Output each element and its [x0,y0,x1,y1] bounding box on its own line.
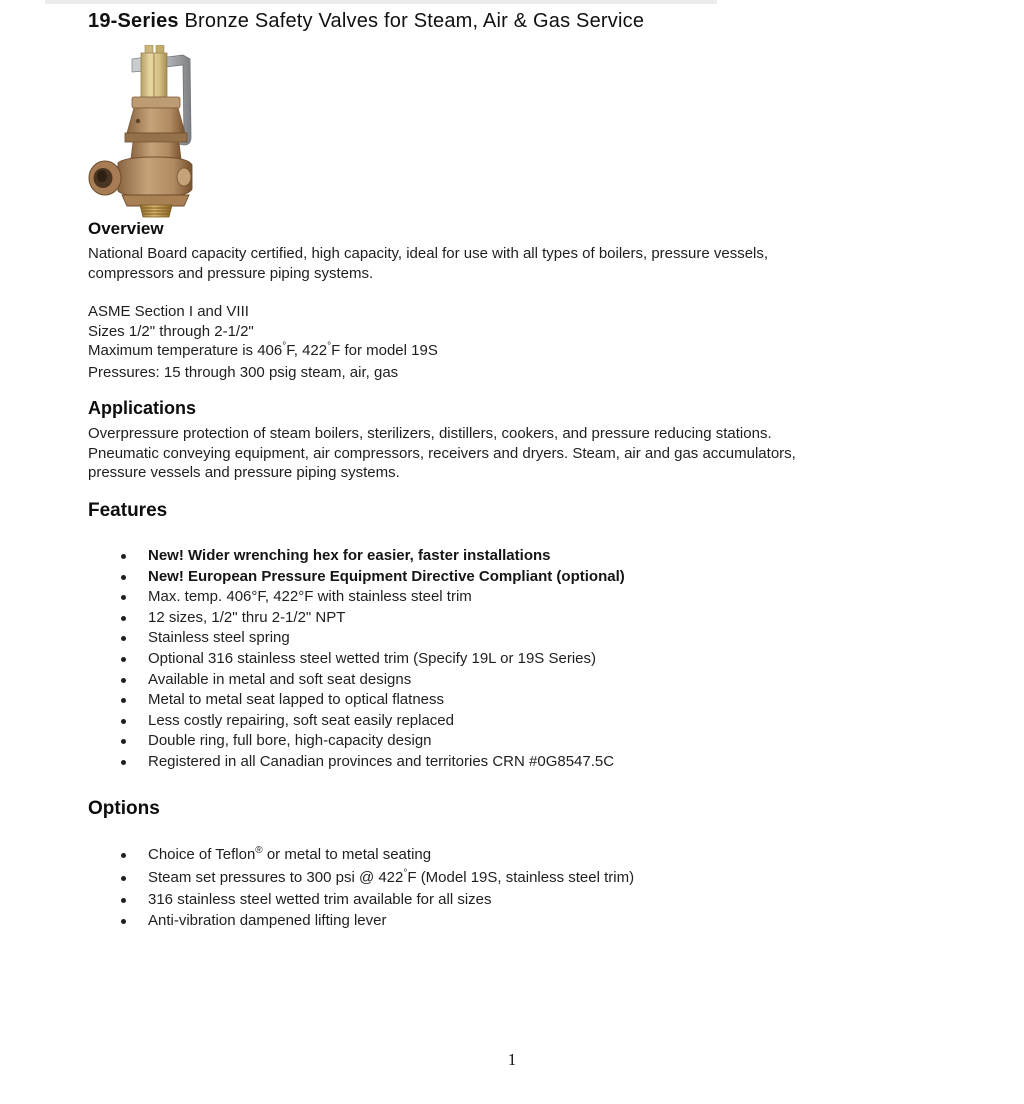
spec-line [88,322,438,342]
text-run: Available in metal and soft seat designs [148,670,412,688]
list-item [120,628,625,649]
superscript: ° [403,867,408,879]
overview-specs [88,302,438,382]
heading-overview: Overview [88,219,164,238]
spec-line [88,363,438,383]
heading-applications: Applications [88,398,197,418]
text-run: F for model 19S [331,342,438,360]
list-item [120,587,625,608]
text-run: ASME Section I and VIII [88,303,249,320]
list-item [120,690,625,711]
options-list [120,845,634,931]
list-item [120,670,625,691]
text-run: New! Wider wrenching hex for easier, faster installations [148,547,551,564]
list-item [120,845,634,868]
features-list [120,546,625,773]
list-item [120,567,625,588]
text-run: Less costly repairing, soft seat easily replaced [148,711,454,729]
title-rest: Bronze Safety Valves for Steam, Air & Gas Service [178,10,645,32]
text-run: 12 sizes, 1/2" thru 2-1/2" NPT [148,608,346,626]
paragraph-line: National Board capacity certified, high capacity, ideal for use with all types of boilers, pressure vessels, [88,245,769,262]
page-title [88,10,644,33]
list-item [120,649,625,670]
paragraph-line: Overpressure protection of steam boilers, sterilizers, distillers, cookers, and pressure reducing stations. [88,425,772,442]
text-run: Registered in all Canadian provinces and territories CRN #0G8547.5C [148,752,615,770]
text-run: Choice of Teflon [148,846,256,863]
text-run: Anti-vibration dampened lifting lever [148,911,387,929]
heading-options: Options [88,798,160,819]
text-run: Sizes 1/2" through 2-1/2" [88,322,254,340]
heading-features: Features [88,500,168,521]
superscript: ® [255,845,263,856]
page-number: 1 [507,1050,517,1069]
superscript: ° [327,341,332,353]
text-run: Stainless steel spring [148,629,290,647]
product-photo-safety-valve [88,45,224,218]
list-item [120,752,625,773]
text-run: F, 422 [286,342,328,360]
list-item [120,868,634,891]
text-run: Pressures: 15 through 300 psig steam, air, gas [88,363,399,381]
paragraph-line: pressure vessels and pressure piping systems. [88,464,400,481]
text-run: Max. temp. 406°F, 422°F with stainless steel trim [148,588,472,606]
text-run: or metal to metal seating [262,846,432,863]
paragraph-line: compressors and pressure piping systems. [88,264,374,282]
list-item [120,711,625,732]
text-run: 316 stainless steel wetted trim available for all sizes [148,891,492,909]
list-item [120,731,625,752]
title-series: 19-Series [88,10,179,32]
valve-illustration [88,45,224,218]
list-item [120,546,625,567]
top-edge-artifact [45,0,717,4]
text-run: Double ring, full bore, high-capacity design [148,732,432,750]
list-item [120,890,634,911]
overview-paragraph [88,244,768,283]
spec-line [88,341,438,363]
text-run: Steam set pressures to 300 psi @ 422 [148,868,404,886]
list-item [120,911,634,932]
text-run: Metal to metal seat lapped to optical flatness [148,691,445,709]
text-run: F (Model 19S, stainless steel trim) [407,868,635,886]
text-run: New! European Pressure Equipment Directive Compliant (optional) [148,567,625,585]
paragraph-line: Pneumatic conveying equipment, air compressors, receivers and dryers. Steam, air and gas accumulators, [88,444,796,462]
superscript: ° [282,341,287,353]
text-run: Optional 316 stainless steel wetted trim (Specify 19L or 19S Series) [148,649,596,667]
list-item [120,608,625,629]
applications-paragraph [88,424,796,483]
spec-line [88,302,438,322]
text-run: Maximum temperature is 406 [88,342,283,360]
